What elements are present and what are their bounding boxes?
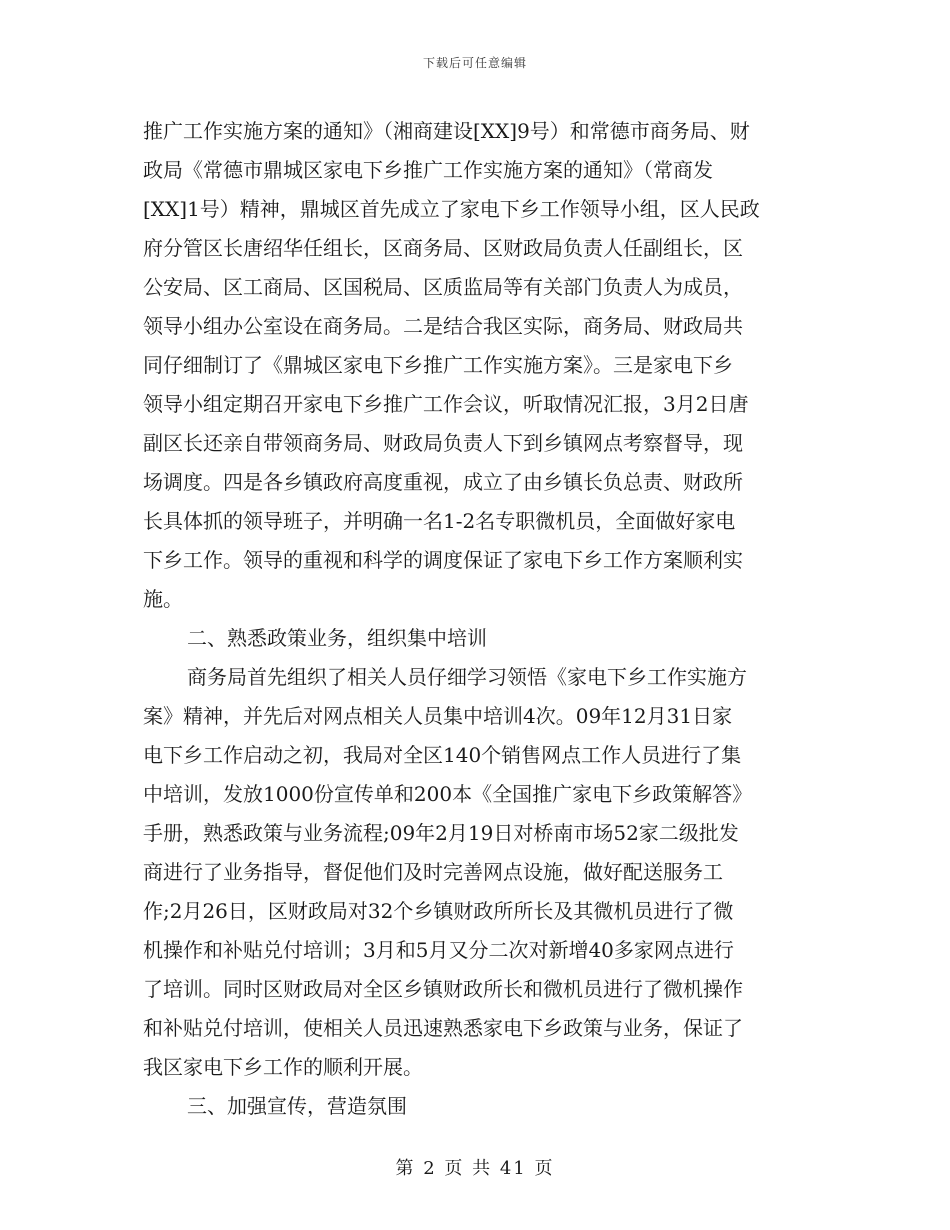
- text-line: 中培训，发放1000份宣传单和200本《全国推广家电下乡政策解答》: [143, 782, 753, 806]
- page-footer: 第 2 页 共 41 页: [395, 1158, 555, 1179]
- text-line: 政局《常德市鼎城区家电下乡推广工作实施方案的通知》（常商发: [143, 158, 713, 182]
- text-line: 商进行了业务指导，督促他们及时完善网点设施，做好配送服务工: [143, 860, 723, 884]
- text-line: 我区家电下乡工作的顺利开展。: [143, 1055, 423, 1079]
- text-line: 长具体抓的领导班子，并明确一名1-2名专职微机员，全面做好家电: [143, 509, 736, 533]
- text-line: 和补贴兑付培训，使相关人员迅速熟悉家电下乡政策与业务，保证了: [143, 1016, 743, 1040]
- text-line: 同仔细制订了《鼎城区家电下乡推广工作实施方案》。三是家电下乡: [143, 353, 733, 377]
- section-heading: 三、加强宣传，营造氛围: [187, 1094, 407, 1118]
- text-line: 场调度。四是各乡镇政府高度重视，成立了由乡镇长负总责、财政所: [143, 470, 743, 494]
- text-line: 施。: [143, 587, 183, 611]
- text-line: 手册，熟悉政策与业务流程;09年2月19日对桥南市场52家二级批发: [143, 821, 739, 845]
- text-line: 作;2月26日，区财政局对32个乡镇财政所所长及其微机员进行了微: [143, 899, 734, 923]
- page-header-note: 下载后可任意编辑: [422, 56, 527, 70]
- document-body: [143, 112, 813, 1126]
- text-line: 副区长还亲自带领商务局、财政局负责人下到乡镇网点考察督导，现: [143, 431, 743, 455]
- text-line: 电下乡工作启动之初，我局对全区140个销售网点工作人员进行了集: [143, 743, 742, 767]
- text-line: 领导小组定期召开家电下乡推广工作会议，听取情况汇报，3月2日唐: [143, 392, 749, 416]
- text-line: 下乡工作。领导的重视和科学的调度保证了家电下乡工作方案顺利实: [143, 548, 743, 572]
- text-line: 商务局首先组织了相关人员仔细学习领悟《家电下乡工作实施方: [187, 665, 747, 689]
- text-line: 公安局、区工商局、区国税局、区质监局等有关部门负责人为成员，: [143, 275, 743, 299]
- text-line: 机操作和补贴兑付培训；3月和5月又分二次对新增40多家网点进行: [143, 938, 734, 962]
- text-line: 了培训。同时区财政局对全区乡镇财政所长和微机员进行了微机操作: [143, 977, 743, 1001]
- text-line: [XX]1号）精神，鼎城区首先成立了家电下乡工作领导小组，区人民政: [143, 197, 760, 221]
- text-line: 领导小组办公室设在商务局。二是结合我区实际，商务局、财政局共: [143, 314, 743, 338]
- text-line: 案》精神，并先后对网点相关人员集中培训4次。09年12月31日家: [143, 704, 733, 728]
- section-heading: 二、熟悉政策业务，组织集中培训: [187, 626, 487, 650]
- text-line: 府分管区长唐绍华任组长，区商务局、区财政局负责人任副组长，区: [143, 236, 743, 260]
- text-line: 推广工作实施方案的通知》（湘商建设[XX]9号）和常德市商务局、财: [143, 119, 750, 143]
